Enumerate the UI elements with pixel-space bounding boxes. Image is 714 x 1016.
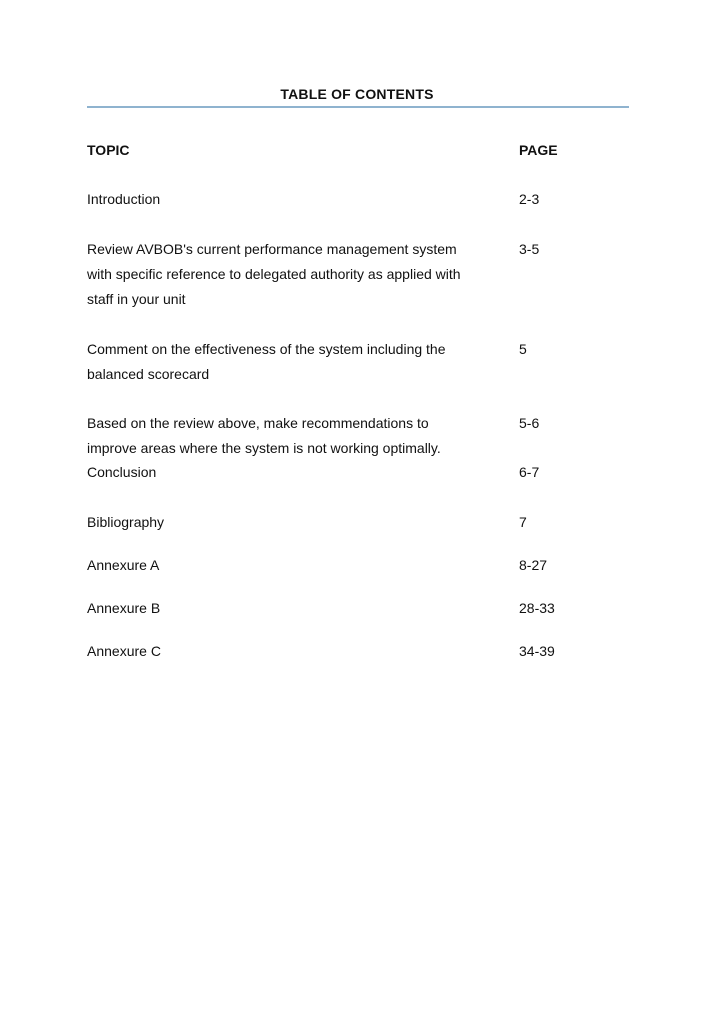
toc-topic-line: Bibliography bbox=[87, 514, 165, 530]
toc-topic-line: Based on the review above, make recommendations to bbox=[87, 415, 429, 431]
toc-topic-line: balanced scorecard bbox=[87, 366, 210, 382]
toc-page-number: 5-6 bbox=[519, 415, 540, 431]
toc-page-number: 28-33 bbox=[519, 600, 555, 616]
toc-topic-line: Annexure C bbox=[87, 643, 161, 659]
toc-page-number: 5 bbox=[519, 341, 527, 357]
toc-topic-line: Review AVBOB's current performance management system bbox=[87, 241, 457, 257]
toc-page-number: 6-7 bbox=[519, 464, 540, 480]
toc-page-number: 8-27 bbox=[519, 557, 548, 573]
toc-topic-line: with specific reference to delegated authority as applied with bbox=[87, 266, 461, 282]
page-column-header: PAGE bbox=[519, 142, 558, 158]
toc-page-number: 7 bbox=[519, 514, 527, 530]
toc-topic-line: Annexure B bbox=[87, 600, 161, 616]
toc-page-number: 2-3 bbox=[519, 191, 540, 207]
toc-topic-line: Annexure A bbox=[87, 557, 160, 573]
toc-topic-line: Conclusion bbox=[87, 464, 157, 480]
toc-page-number: 34-39 bbox=[519, 643, 555, 659]
topic-column-header: TOPIC bbox=[87, 142, 130, 158]
page-title: TABLE OF CONTENTS bbox=[280, 86, 434, 102]
toc-topic-line: staff in your unit bbox=[87, 291, 186, 307]
toc-topic-line: Introduction bbox=[87, 191, 161, 207]
toc-page-number: 3-5 bbox=[519, 241, 540, 257]
title-underline bbox=[87, 106, 629, 108]
toc-topic-line: Comment on the effectiveness of the system including the bbox=[87, 341, 446, 357]
toc-topic-line: improve areas where the system is not working optimally. bbox=[87, 440, 441, 456]
